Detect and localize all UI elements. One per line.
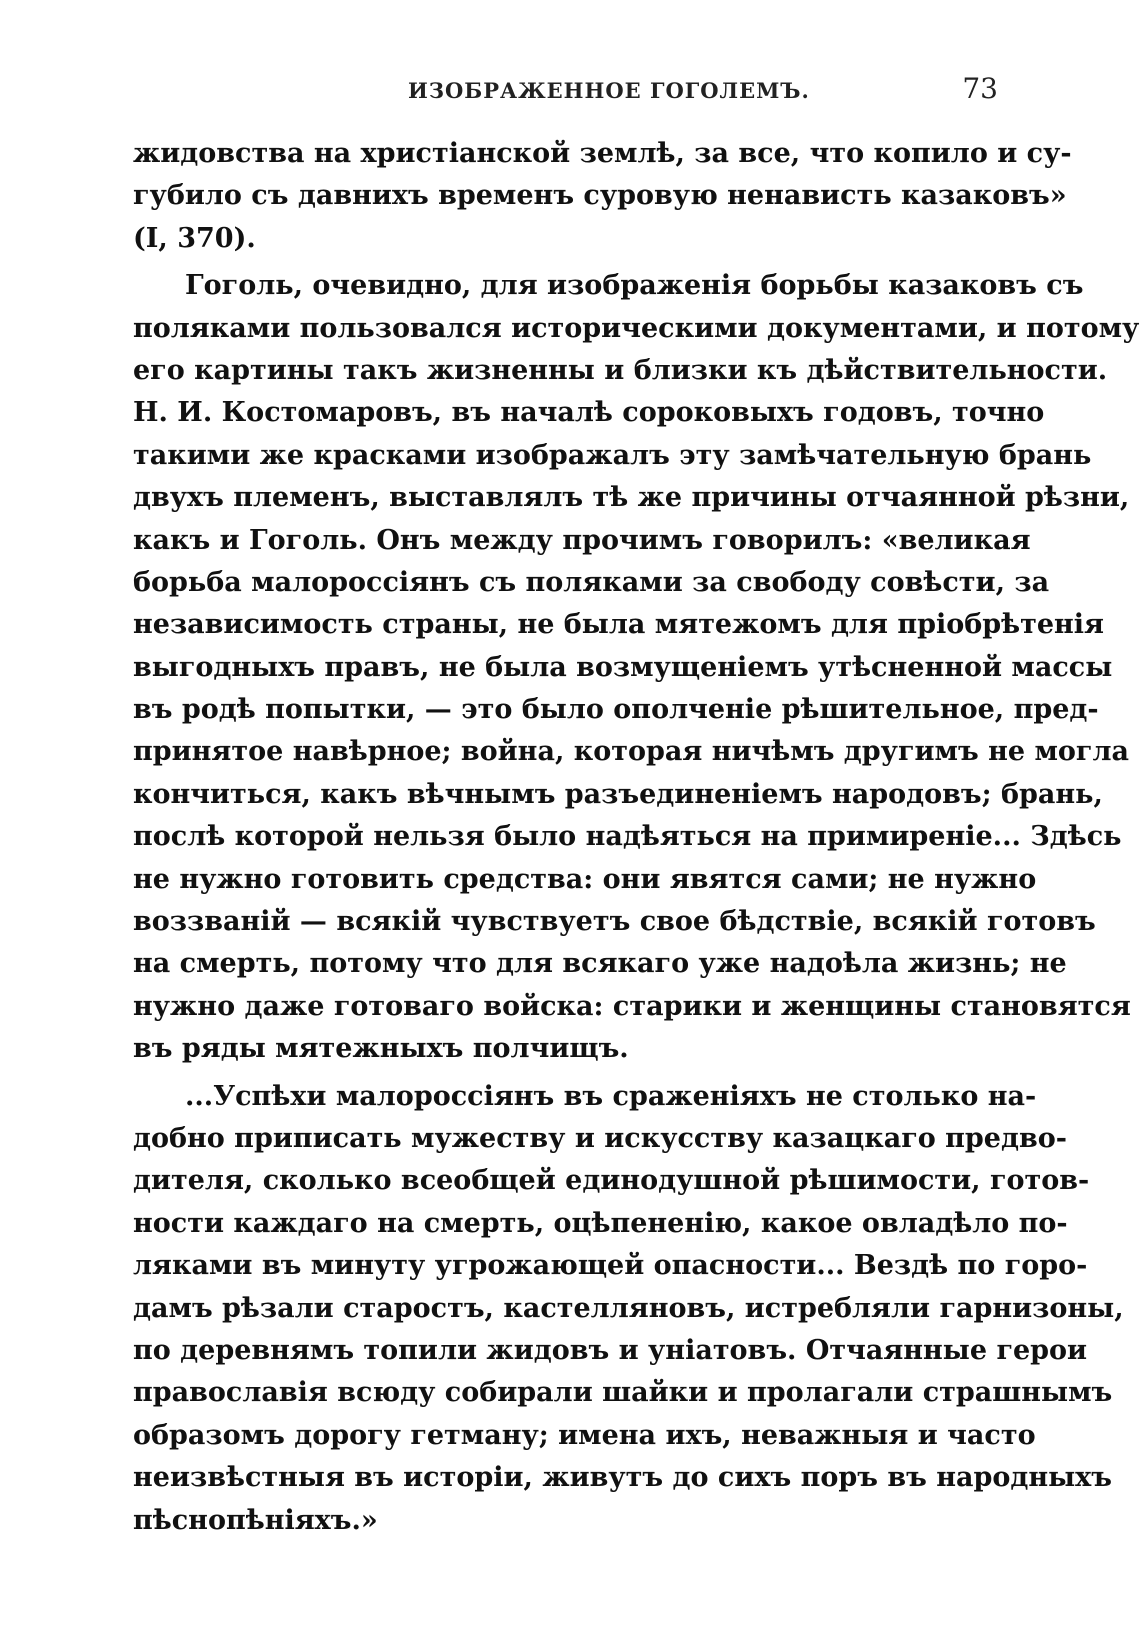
text-line: ...Успѣхи малороссіянъ въ сраженіяхъ не столько на- [185, 1080, 1037, 1112]
text-line: въ родѣ попытки, — это было ополченіе рѣшительное, пред- [133, 694, 1099, 726]
text-line: Гоголь, очевидно, для изображенія борьбы казаковъ съ [185, 270, 1084, 302]
text-line: въ ряды мятежныхъ полчищъ. [133, 1033, 629, 1065]
running-head: ИЗОБРАЖЕННОЕ ГОГОЛЕМЪ. [408, 78, 810, 103]
text-line: нужно даже готоваго войска: старики и женщины становятся [133, 990, 1131, 1022]
body-text [133, 133, 1140, 1542]
text-line: выгодныхъ правъ, не была возмущеніемъ утѣсненной массы [133, 651, 1113, 683]
page-number: 73 [962, 72, 998, 105]
text-line: независимость страны, не была мятежомъ для пріобрѣтенія [133, 609, 1104, 641]
text-line: по деревнямъ топили жидовъ и уніатовъ. Отчаянные герои [133, 1334, 1088, 1366]
paragraph-continuation [133, 133, 1072, 260]
text-line: послѣ которой нельзя было надѣяться на примиреніе... Здѣсь [133, 821, 1122, 853]
text-line: его картины такъ жизненны и близки къ дѣйствительности. [133, 354, 1108, 386]
text-line: (I, 370). [133, 222, 256, 254]
paragraph-quotation [133, 1076, 1124, 1542]
text-line: воззваній — всякій чувствуетъ свое бѣдствіе, всякій готовъ [133, 906, 1096, 938]
text-line: принятое навѣрное; война, которая ничѣмъ другимъ не могла [133, 736, 1129, 768]
text-line: добно приписать мужеству и искусству казацкаго предво- [133, 1122, 1067, 1154]
text-line: какъ и Гоголь. Онъ между прочимъ говорилъ: «великая [133, 524, 1031, 556]
text-line: Н. И. Костомаровъ, въ началѣ сороковыхъ годовъ, точно [133, 397, 1045, 429]
text-line: губило съ давнихъ временъ суровую ненависть казаковъ» [133, 180, 1067, 212]
text-line: не нужно готовить средства: они явятся сами; не нужно [133, 863, 1037, 895]
text-line: двухъ племенъ, выставлялъ тѣ же причины отчаянной рѣзни, [133, 482, 1130, 514]
text-line: борьба малороссіянъ съ поляками за свободу совѣсти, за [133, 566, 1050, 598]
text-line: православія всюду собирали шайки и пролагали страшнымъ [133, 1377, 1113, 1409]
text-line: поляками пользовался историческими документами, и потому [133, 312, 1140, 344]
paragraph-gogol-kostomarov [133, 265, 1140, 1070]
text-line: дителя, сколько всеобщей единодушной рѣшимости, готов- [133, 1165, 1090, 1197]
text-line: кончиться, какъ вѣчнымъ разъединеніемъ народовъ; брань, [133, 778, 1103, 810]
text-line: неизвѣстныя въ исторіи, живутъ до сихъ поръ въ народныхъ [133, 1462, 1112, 1494]
text-line: на смерть, потому что для всякаго уже надоѣла жизнь; не [133, 948, 1067, 980]
text-line: такими же красками изображалъ эту замѣчательную брань [133, 439, 1092, 471]
text-line: жидовства на христіанской землѣ, за все, что копило и су- [133, 138, 1072, 169]
text-line: пѣснопѣніяхъ.» [133, 1504, 378, 1536]
text-line: образомъ дорогу гетману; имена ихъ, неважныя и часто [133, 1419, 1036, 1451]
text-line: дамъ рѣзали старостъ, кастелляновъ, истребляли гарнизоны, [133, 1292, 1124, 1324]
text-line: ности каждаго на смерть, оцѣпененію, какое овладѣло по- [133, 1207, 1068, 1239]
text-line: ляками въ минуту угрожающей опасности... Вездѣ по горо- [133, 1250, 1088, 1282]
